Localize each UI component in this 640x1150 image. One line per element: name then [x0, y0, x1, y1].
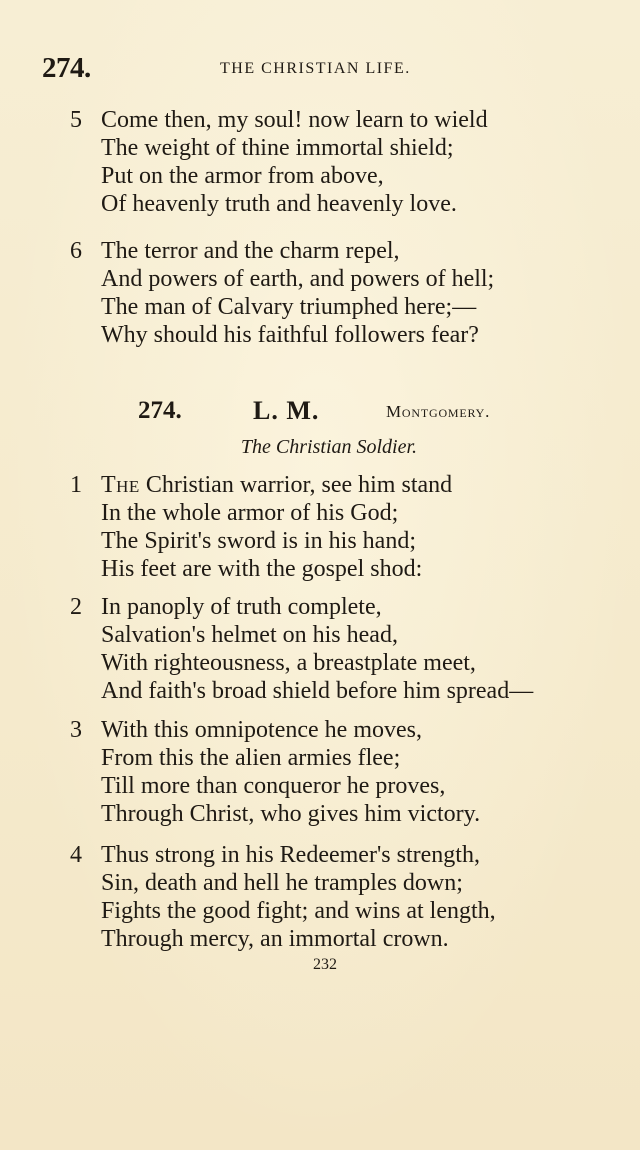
stanza-line: Sin, death and hell he tramples down; — [101, 870, 463, 896]
page-number: 232 — [313, 956, 337, 973]
hymn-meter: L. M. — [253, 396, 320, 425]
stanza-line: And powers of earth, and powers of hell; — [101, 266, 495, 292]
stanza-line: With righteousness, a breastplate meet, — [101, 650, 476, 676]
stanza-line: Salvation's helmet on his head, — [101, 622, 398, 648]
stanza-line: From this the alien armies flee; — [101, 745, 401, 771]
stanza-first-line-rest: Christian warrior, see him stand — [139, 472, 453, 498]
stanza-line: Till more than conqueror he proves, — [101, 773, 446, 799]
hymn-number: 274. — [138, 397, 182, 424]
stanza-line: With this omnipotence he moves, — [101, 717, 422, 743]
stanza-line: The Spirit's sword is in his hand; — [101, 528, 416, 554]
stanza-line: The man of Calvary triumphed here;— — [101, 294, 477, 320]
stanza-number: 5 — [70, 107, 82, 133]
stanza-line: Come then, my soul! now learn to wield — [101, 107, 488, 133]
stanza-line: Put on the armor from above, — [101, 163, 384, 189]
stanza-number: 2 — [70, 594, 82, 620]
stanza-line: In panoply of truth complete, — [101, 594, 382, 620]
stanza-first-word: The — [101, 472, 140, 498]
running-head — [42, 52, 602, 84]
hymn-author: Montgomery. — [386, 402, 491, 421]
running-head-section-title: THE CHRISTIAN LIFE. — [220, 60, 411, 77]
stanza-first-line — [101, 471, 452, 499]
stanza-number: 6 — [70, 238, 82, 264]
stanza-line: His feet are with the gospel shod: — [101, 556, 423, 582]
stanza-line: Thus strong in his Redeemer's strength, — [101, 842, 480, 868]
stanza-line: And faith's broad shield before him spread— — [101, 678, 534, 704]
stanza-line: In the whole armor of his God; — [101, 500, 399, 526]
stanza-line: Of heavenly truth and heavenly love. — [101, 191, 457, 217]
hymn-heading — [138, 394, 558, 428]
stanza-line: The weight of thine immortal shield; — [101, 135, 454, 161]
stanza-number: 1 — [70, 472, 82, 498]
running-head-hymn-number: 274. — [42, 52, 91, 84]
hymn-title: The Christian Soldier. — [240, 436, 418, 458]
stanza-line: Through mercy, an immortal crown. — [101, 926, 449, 952]
stanza-line: Fights the good fight; and wins at length, — [101, 898, 496, 924]
stanza-number: 3 — [70, 717, 82, 743]
stanza-line: Why should his faithful followers fear? — [101, 322, 479, 348]
stanza-line: The terror and the charm repel, — [101, 238, 400, 264]
stanza-number: 4 — [70, 842, 82, 868]
stanza-line: Through Christ, who gives him victory. — [101, 801, 481, 827]
